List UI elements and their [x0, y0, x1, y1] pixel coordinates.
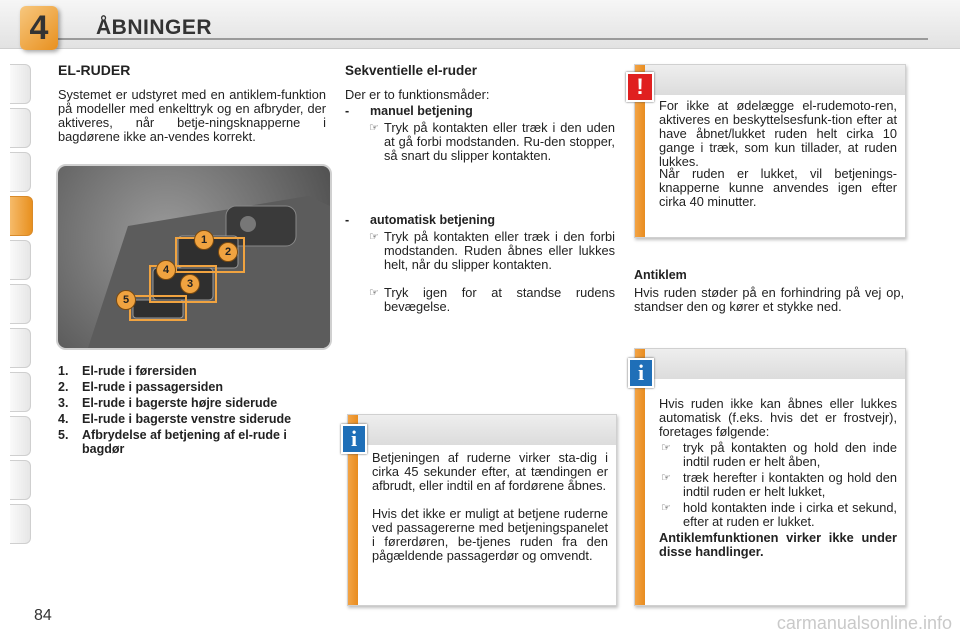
info-box-middle — [347, 414, 617, 606]
chapter-number: 4 — [29, 9, 49, 47]
info-text-1: Betjeningen af ruderne virker sta-dig i cirka 45 sekunder efter, at tændingen er afbrudt, eller indtil en af fordørene åbnes. — [372, 450, 608, 493]
auto-dash: - — [345, 213, 350, 227]
chapter-tab-11[interactable] — [10, 504, 31, 544]
pointing-hand-icon: ☞ — [661, 502, 671, 514]
manual-bullet-text: Tryk på kontakten eller træk i den uden at gå forbi modstanden. Ru-den stopper, så snart du slipper kontakten. — [384, 120, 615, 163]
legend-number: 3. — [58, 396, 69, 410]
legend-number: 1. — [58, 364, 69, 378]
pointing-hand-icon: ☞ — [369, 231, 379, 243]
photo-label-3: 3 — [180, 274, 200, 294]
legend-item — [58, 428, 328, 456]
switch-panel-illustration — [58, 166, 330, 348]
chapter-tab-3[interactable] — [10, 152, 31, 192]
chapter-tab-8[interactable] — [10, 372, 31, 412]
chapter-tab-7[interactable] — [10, 328, 31, 368]
page-title: ÅBNINGER — [96, 16, 213, 39]
legend-item — [58, 396, 328, 410]
info-bullet-3 — [661, 500, 897, 529]
antiklem-text: Hvis ruden støder på en forhindring på vej op, standser den og kører et stykke ned. — [634, 285, 904, 314]
auto-bullet-text: Tryk igen for at standse rudens bevægelse. — [384, 285, 615, 314]
modes-intro: Der er to funktionsmåder: — [345, 87, 490, 102]
info-bullet-text: tryk på kontakten og hold den inde indtil ruden er helt åben, — [683, 440, 897, 469]
chapter-tab-2[interactable] — [10, 108, 31, 148]
watermark: carmanualsonline.info — [776, 613, 952, 633]
info-icon: i — [628, 358, 654, 388]
window-switch-panel-photo — [56, 164, 332, 350]
intro-paragraph: Systemet er udstyret med en antiklem-funktion på modeller med enkelttryk og en afbryder, der aktiveres, når betje-ningsknapperne i bagdørene ikke an-vendes korrekt. — [58, 87, 326, 144]
pointing-hand-icon: ☞ — [369, 287, 379, 299]
chapter-tab-6[interactable] — [10, 284, 31, 324]
pointing-hand-icon: ☞ — [661, 472, 671, 484]
manual-bullet — [369, 120, 615, 163]
warning-text-1: For ikke at ødelægge el-rudemoto-ren, aktiveres en beskyttelsesfunk-tion efter at have åbnet/lukket ruden helt cirka 10 gange i træk, som kun tillader, at ruden lukkes. — [659, 98, 897, 169]
page-number: 84 — [34, 607, 52, 624]
chapter-tab-9[interactable] — [10, 416, 31, 456]
manual-dash: - — [345, 104, 350, 118]
auto-bullet-1 — [369, 229, 615, 272]
photo-label-5: 5 — [116, 290, 136, 310]
legend-number: 2. — [58, 380, 69, 394]
auto-mode-title: automatisk betjening — [370, 213, 496, 227]
box-header — [348, 415, 616, 445]
pointing-hand-icon: ☞ — [661, 442, 671, 454]
chapter-tabs — [0, 64, 34, 548]
legend-number: 5. — [58, 428, 69, 442]
photo-legend — [58, 364, 328, 458]
info-bold-note: Antiklemfunktionen virker ikke under disse handlinger. — [659, 530, 897, 559]
info-intro: Hvis ruden ikke kan åbnes eller lukkes automatisk (f.eks. hvis det er frostvejr), foretages følgende: — [659, 396, 897, 439]
section-heading-el-ruder: EL-RUDER — [58, 62, 131, 78]
info-bullet-2 — [661, 470, 897, 499]
auto-bullet-2 — [369, 285, 615, 314]
legend-text: Afbrydelse af betjening af el-rude i bagdør — [82, 428, 287, 456]
manual-mode-title: manuel betjening — [370, 104, 473, 118]
warning-box — [634, 64, 906, 238]
chapter-tab-1[interactable] — [10, 64, 31, 104]
chapter-tab-10[interactable] — [10, 460, 31, 500]
legend-text: El-rude i bagerste højre siderude — [82, 396, 278, 410]
photo-label-2: 2 — [218, 242, 238, 262]
info-bullet-text: træk herefter i kontakten og hold den indtil ruden er helt lukket, — [683, 470, 897, 499]
info-bullet-1 — [661, 440, 897, 469]
chapter-badge — [20, 6, 58, 50]
legend-item — [58, 412, 328, 426]
legend-text: El-rude i førersiden — [82, 364, 197, 378]
legend-text: El-rude i bagerste venstre siderude — [82, 412, 292, 426]
warning-icon: ! — [626, 72, 654, 102]
photo-label-4: 4 — [156, 260, 176, 280]
legend-number: 4. — [58, 412, 69, 426]
info-box-right — [634, 348, 906, 606]
legend-text: El-rude i passagersiden — [82, 380, 224, 394]
photo-label-1: 1 — [194, 230, 214, 250]
legend-item — [58, 380, 328, 394]
box-header — [635, 65, 905, 95]
warning-text-2: Når ruden er lukket, vil betjenings-knapperne kunne anvendes igen efter cirka 40 minutter. — [659, 166, 897, 209]
chapter-tab-5[interactable] — [10, 240, 31, 280]
info-icon: i — [341, 424, 367, 454]
legend-item — [58, 364, 328, 378]
pointing-hand-icon: ☞ — [369, 122, 379, 134]
chapter-tab-4-active[interactable] — [10, 196, 33, 236]
info-text-2: Hvis det ikke er muligt at betjene ruderne ved passagererne med betjeningspanelet i førerdøren, be-tjenes ruden fra den pågældende passagerdør og omvendt. — [372, 506, 608, 563]
auto-bullet-text: Tryk på kontakten eller træk i den forbi modstanden. Ruden åbnes eller lukkes helt, når du slipper kontakten. — [384, 229, 615, 272]
info-bullet-text: hold kontakten inde i cirka et sekund, efter at ruden er lukket. — [683, 500, 897, 529]
box-header — [635, 349, 905, 379]
antiklem-heading: Antiklem — [634, 268, 687, 282]
section-heading-sekventielle: Sekventielle el-ruder — [345, 63, 478, 78]
